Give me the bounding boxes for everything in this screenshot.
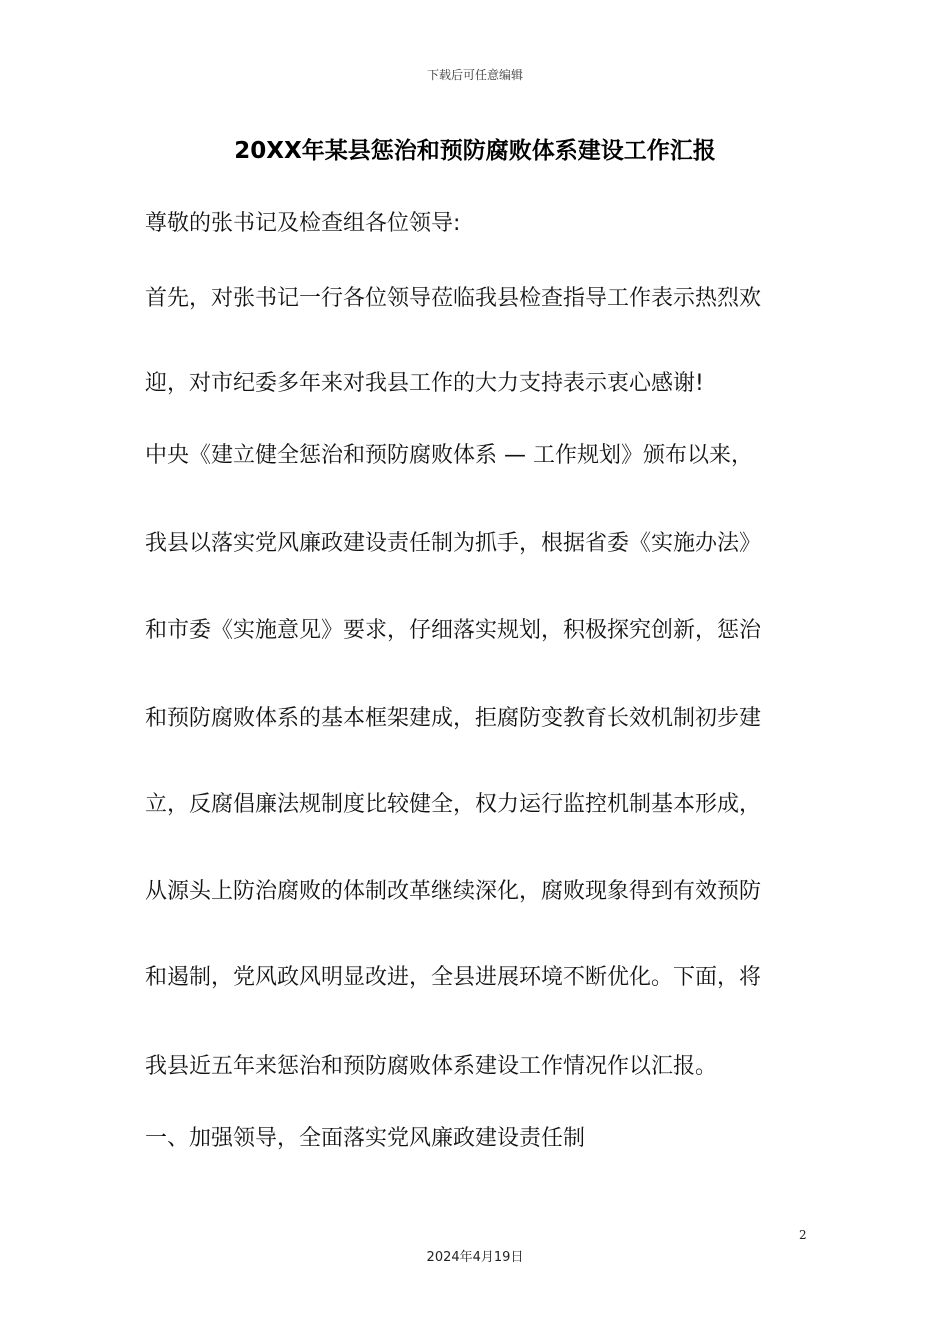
body-line: 我县近五年来惩治和预防腐败体系建设工作情况作以汇报。 <box>145 1054 718 1079</box>
page-number: 2 <box>799 1228 807 1242</box>
footer-date: 2024年4月19日 <box>426 1250 524 1265</box>
body-line: 我县以落实党风廉政建设责任制为抓手，根据省委《实施办法》 <box>145 531 762 556</box>
document-title: 20XX年某县惩治和预防腐败体系建设工作汇报 <box>234 138 716 164</box>
body-line: 立，反腐倡廉法规制度比较健全，权力运行监控机制基本形成， <box>145 792 762 817</box>
body-line: 迎，对市纪委多年来对我县工作的大力支持表示衷心感谢! <box>145 371 704 396</box>
body-line: 和预防腐败体系的基本框架建成，拒腐防变教育长效机制初步建 <box>145 706 762 731</box>
greeting-line: 尊敬的张书记及检查组各位领导: <box>145 211 461 236</box>
body-line: 首先，对张书记一行各位领导莅临我县检查指导工作表示热烈欢 <box>145 286 762 311</box>
body-line: 从源头上防治腐败的体制改革继续深化，腐败现象得到有效预防 <box>145 879 762 904</box>
header-note: 下载后可任意编辑 <box>426 68 523 82</box>
body-line: 中央《建立健全惩治和预防腐败体系 — 工作规划》颁布以来， <box>145 443 753 468</box>
section-heading: 一、加强领导，全面落实党风廉政建设责任制 <box>145 1126 586 1151</box>
body-line: 和遏制，党风政风明显改进，全县进展环境不断优化。下面，将 <box>145 965 762 990</box>
body-line: 和市委《实施意见》要求，仔细落实规划，积极探究创新，惩治 <box>145 618 762 643</box>
